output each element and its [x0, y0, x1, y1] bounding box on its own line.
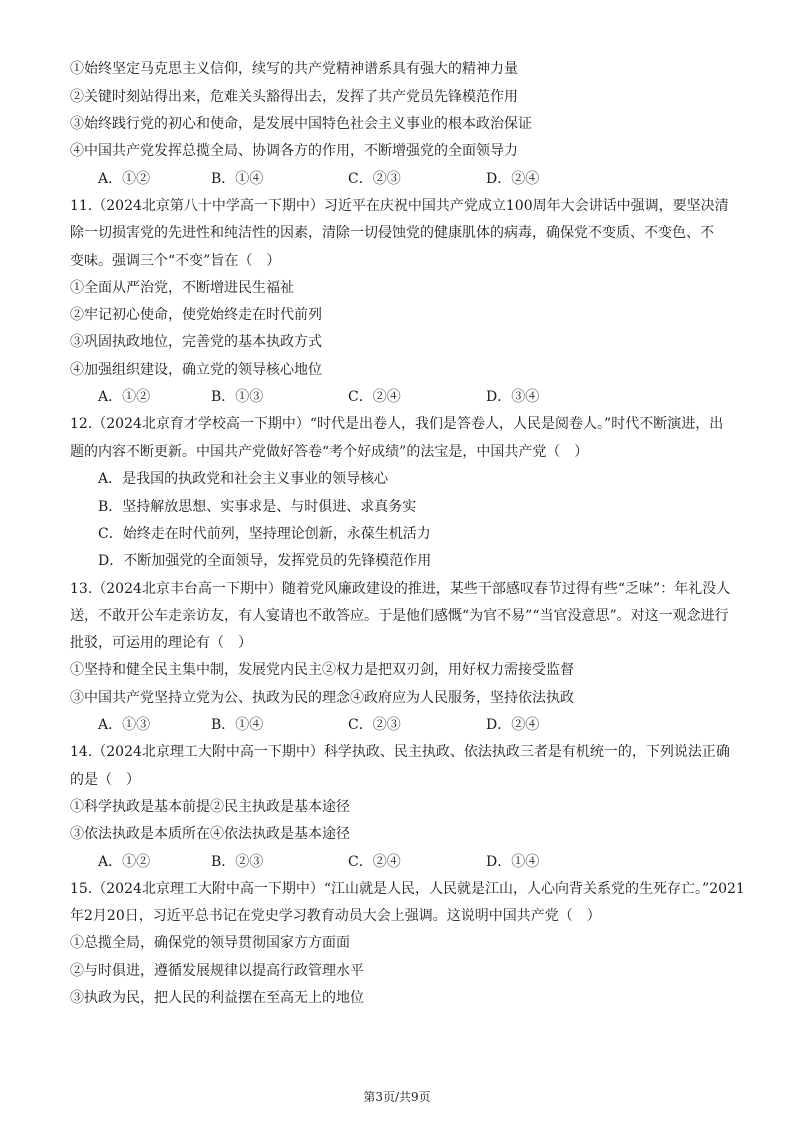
statement-line: ①总揽全局，确保党的领导贯彻国家方方面面 — [70, 935, 350, 951]
question-stem: 12.（2024北京育才学校高一下期中）“时代是出卷人，我们是答卷人，人民是阅卷人。”时代不断演进，出 — [70, 416, 724, 432]
choice-c: C．②③ — [348, 717, 401, 733]
statement-line: ③依法执政是本质所在④依法执政是基本途径 — [70, 826, 350, 842]
statement-line: ①全面从严治党，不断增进民生福祉 — [70, 280, 294, 296]
choice-b: B．①③ — [211, 389, 264, 405]
choice-a: A．①② — [98, 171, 151, 187]
statement-line: ①始终坚定马克思主义信仰，续写的共产党精神谱系具有强大的精神力量 — [70, 61, 518, 77]
statement-line: ①科学执政是基本前提②民主执政是基本途径 — [70, 799, 350, 815]
choice-d: D．②④ — [486, 717, 540, 733]
option-c: C．始终走在时代前列，坚持理论创新，永葆生机活力 — [98, 526, 431, 542]
question-stem: 的是（ ） — [70, 772, 140, 788]
choice-c: C．②④ — [348, 389, 401, 405]
page-number: 第3页/共9页 — [363, 1090, 431, 1104]
question-stem: 15.（2024北京理工大附中高一下期中）“江山就是人民，人民就是江山，人心向背关系党的生死存亡。”2021 — [70, 881, 745, 897]
question-stem: 题的内容不断更新。中国共产党做好答卷“考个好成绩”的法宝是，中国共产党（ ） — [70, 444, 589, 460]
choice-d: D．②④ — [486, 171, 540, 187]
question-stem: 送，不敢开公车走亲访友，有人宴请也不敢答应。于是他们感慨“为官不易”“当官没意思”。对这一观念进行 — [70, 608, 729, 624]
choice-c: C．②④ — [348, 854, 401, 870]
question-stem: 年2月20日，习近平总书记在党史学习教育动员大会上强调。这说明中国共产党（ ） — [70, 908, 601, 924]
statement-line: ④中国共产党发挥总揽全局、协调各方的作用，不断增强党的全面领导力 — [70, 143, 518, 159]
choice-a: A．①③ — [98, 717, 151, 733]
choice-a: A．①② — [98, 389, 151, 405]
question-stem: 13.（2024北京丰台高一下期中）随着党风廉政建设的推进，某些干部感叹春节过得有些“乏味”：年礼没人 — [70, 581, 731, 597]
choice-c: C．②③ — [348, 171, 401, 187]
choice-d: D．①④ — [486, 854, 540, 870]
choice-b: B．①④ — [211, 717, 264, 733]
statement-line: ②牢记初心使命，使党始终走在时代前列 — [70, 307, 322, 323]
question-stem: 批驳，可运用的理论有（ ） — [70, 635, 252, 651]
option-a: A．是我国的执政党和社会主义事业的领导核心 — [98, 471, 389, 487]
statement-line: ③巩固执政地位，完善党的基本执政方式 — [70, 334, 322, 350]
statement-line: ③始终践行党的初心和使命，是发展中国特色社会主义事业的根本政治保证 — [70, 116, 532, 132]
option-b: B．坚持解放思想、实事求是、与时俱进、求真务实 — [98, 499, 417, 515]
statement-line: ③执政为民，把人民的利益摆在至高无上的地位 — [70, 990, 364, 1006]
choice-d: D．③④ — [486, 389, 540, 405]
statement-line: ②关键时刻站得出来，危难关头豁得出去，发挥了共产党员先锋模范作用 — [70, 89, 518, 105]
option-d: D．不断加强党的全面领导，发挥党员的先锋模范作用 — [98, 553, 432, 569]
statement-line: ④加强组织建设，确立党的领导核心地位 — [70, 362, 322, 378]
question-stem: 变味。强调三个“不变”旨在（ ） — [70, 253, 281, 269]
question-stem: 11.（2024北京第八十中学高一下期中）习近平在庆祝中国共产党成立100周年大会讲话中强调，要坚决清 — [70, 198, 729, 214]
choice-b: B．②③ — [211, 854, 264, 870]
statement-line: ③中国共产党坚持立党为公、执政为民的理念④政府应为人民服务，坚持依法执政 — [70, 690, 574, 706]
statement-line: ①坚持和健全民主集中制，发展党内民主②权力是把双刃剑，用好权力需接受监督 — [70, 662, 574, 678]
question-stem: 除一切损害党的先进性和纯洁性的因素，清除一切侵蚀党的健康肌体的病毒，确保党不变质、不变色、不 — [70, 225, 714, 241]
choice-a: A．①② — [98, 854, 151, 870]
choice-b: B．①④ — [211, 171, 264, 187]
statement-line: ②与时俱进，遵循发展规律以提高行政管理水平 — [70, 963, 364, 979]
question-stem: 14.（2024北京理工大附中高一下期中）科学执政、民主执政、依法执政三者是有机统一的，下列说法正确 — [70, 744, 730, 760]
